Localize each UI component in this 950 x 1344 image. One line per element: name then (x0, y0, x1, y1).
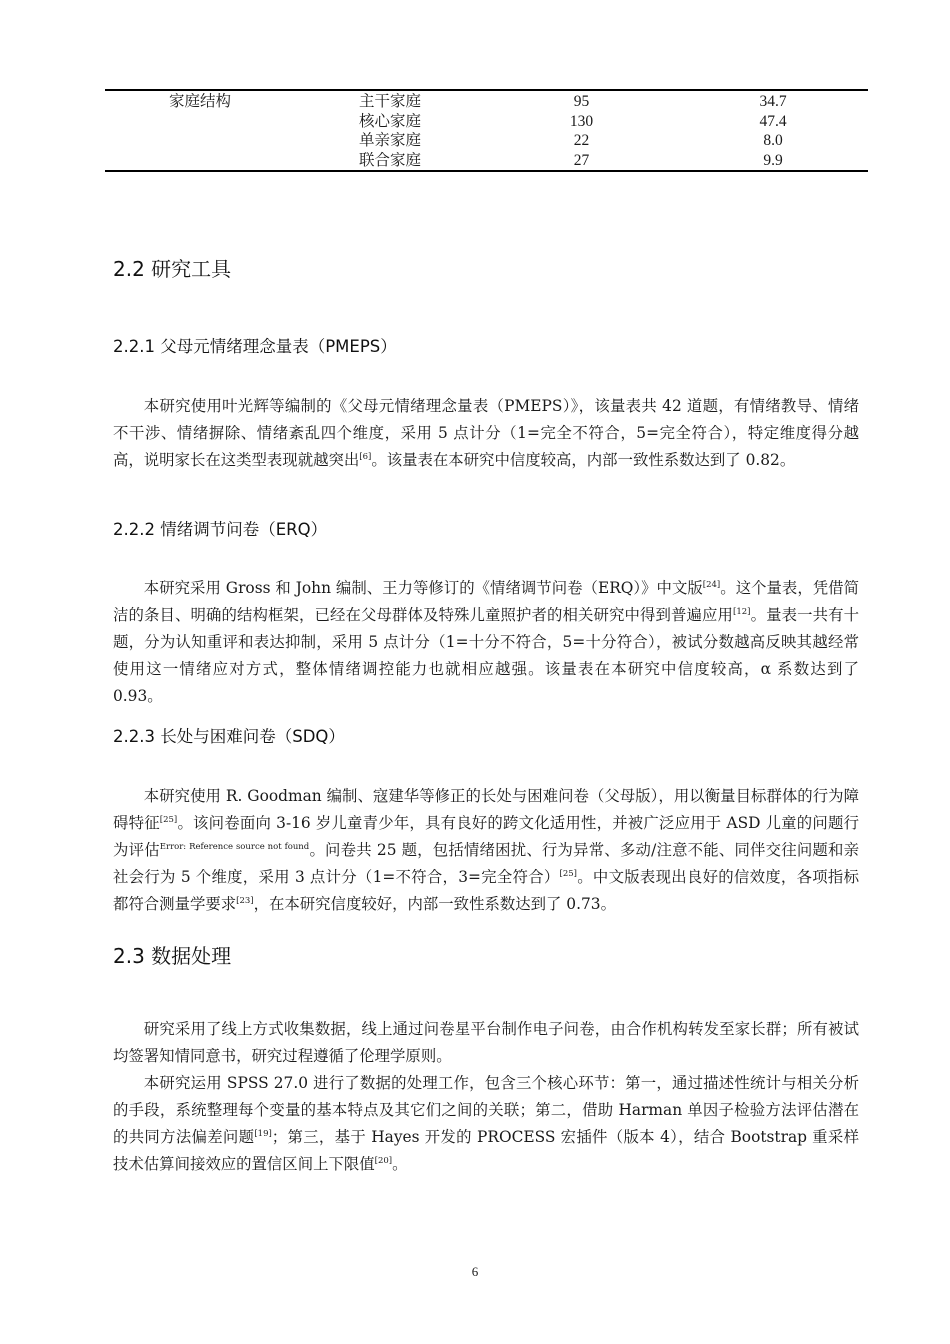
text-run: 。 (392, 1155, 408, 1173)
text-run: ；第三，基于 Hayes 开发的 PROCESS 宏插件（版本 4），结合 Bootstrap 重采样技术估算间接效应的置信区间上下限值 (113, 1128, 859, 1173)
text-run: 。该问卷面向 3-16 岁儿童青少年，具有良好的跨文化适用性，并被广泛应用于 ASD 儿童的问题行为评估 (113, 814, 859, 859)
table-cell: 8.0 (763, 132, 783, 149)
text-run: 本研究使用 R. Goodman 编制、寇建华等修正的长处与困难问卷（父母版），用以衡量目标群体的行为障碍特征 (113, 787, 859, 832)
table-cell: 9.9 (763, 151, 783, 169)
table-cell: 47.4 (759, 112, 787, 130)
citation[interactable]: [6] (359, 452, 372, 462)
citation[interactable]: [25] (559, 869, 577, 879)
paragraph-data-processing (113, 1016, 859, 1178)
text-run: 。该量表在本研究中信度较高，内部一致性系数达到了 0.82。 (371, 451, 796, 469)
table-cell (105, 151, 295, 171)
text-run: 本研究使用叶光辉等编制的《父母元情绪理念量表（PMEPS）》，该量表共 42 道题，有情绪教导、情绪不干涉、情绪摒除、情绪紊乱四个维度，采用 5 点计分（1=完全不符合，5=完全符合），特定维度得分越高，说明家长在这类型表现就越突出 (113, 397, 859, 469)
table-row (105, 151, 868, 171)
table-cell: 家庭结构 (168, 93, 231, 110)
table-cell: 主干家庭 (358, 93, 421, 110)
text-run: 。中文版表现出良好的信效度，各项指标都符合测量学要求 (113, 868, 859, 913)
text-run: 。量表一共有十题，分为认知重评和表达抑制，采用 5 点计分（1=十分不符合，5=十分符合），被试分数越高反映其越经常使用这一情绪应对方式，整体情绪调控能力也就相应越强。该量表在本研究中信度较高，α 系数达到了 0.93。 (113, 606, 859, 705)
text-run: ，在本研究信度较好，内部一致性系数达到了 0.73。 (253, 895, 616, 913)
page-number: 6 (471, 1264, 479, 1279)
table-cell: 单亲家庭 (358, 132, 421, 149)
paragraph-sdq (113, 783, 859, 918)
table-cell: 联合家庭 (358, 151, 421, 169)
section-heading-2-3: 2.3 数据处理 (113, 944, 232, 968)
text-run: 本研究采用 Gross 和 John 编制、王力等修订的《情绪调节问卷（ERQ）》中文版 (143, 579, 703, 597)
text-run: 本研究运用 SPSS 27.0 进行了数据的处理工作，包含三个核心环节：第一，通过描述性统计与相关分析的手段，系统整理每个变量的基本特点及其它们之间的关联；第二，借助 Harman 单因子检验方法评估潜在的共同方法偏差问题 (113, 1074, 859, 1146)
table-cell: 核心家庭 (358, 112, 421, 130)
paragraph-collection: 研究采用了线上方式收集数据，线上通过问卷星平台制作电子问卷，由合作机构转发至家长群；所有被试均签署知情同意书，研究过程遵循了伦理学原则。 (113, 1020, 859, 1065)
table-cell: 22 (573, 132, 590, 149)
citation[interactable]: [19] (254, 1129, 272, 1139)
paragraph-erq (113, 575, 859, 710)
table-row (105, 131, 868, 151)
subsection-heading-2-2-2: 2.2.2 情绪调节问卷（ERQ） (113, 520, 328, 539)
subsection-heading-2-2-3: 2.2.3 长处与困难问卷（SDQ） (113, 727, 345, 746)
demographics-table (105, 89, 868, 172)
text-run: 。问卷共 25 题，包括情绪困扰、行为异常、多动/注意不能、同伴交往问题和亲社会行为 5 个维度，采用 3 点计分（1=不符合，3=完全符合） (113, 841, 859, 886)
table-cell (105, 131, 295, 151)
table-cell: 95 (573, 93, 590, 110)
table-cell: 27 (573, 151, 590, 169)
subsection-heading-2-2-1: 2.2.1 父母元情绪理念量表（PMEPS） (113, 337, 397, 356)
citation-error[interactable]: Error: Reference source not found (159, 842, 310, 852)
table-row (105, 92, 868, 112)
table-row (105, 112, 868, 132)
paragraph-pmeps (113, 393, 859, 474)
citation[interactable]: [24] (702, 580, 721, 590)
citation[interactable]: [12] (733, 607, 751, 617)
section-heading-2-2: 2.2 研究工具 (113, 257, 232, 281)
table-cell (105, 112, 295, 132)
citation[interactable]: [23] (236, 896, 254, 906)
table-cell: 130 (569, 112, 594, 130)
table-cell: 34.7 (759, 93, 787, 110)
text-run: 。这个量表，凭借简洁的条目、明确的结构框架，已经在父母群体及特殊儿童照护者的相关研究中得到普遍应用 (113, 579, 859, 624)
citation[interactable]: [25] (159, 815, 178, 825)
citation[interactable]: [20] (374, 1156, 393, 1166)
